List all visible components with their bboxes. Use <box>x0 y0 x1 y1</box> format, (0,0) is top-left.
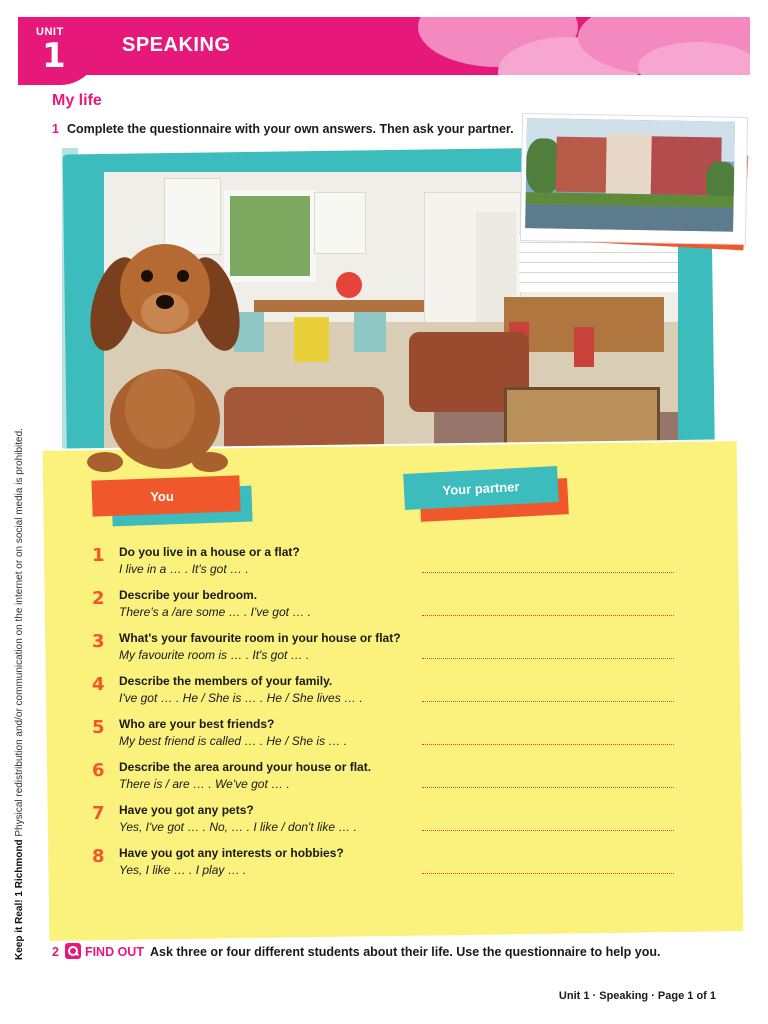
instruction-1-number: 1 <box>52 122 59 136</box>
question-title: Have you got any pets? <box>119 803 254 817</box>
dog-paw-left <box>87 452 123 472</box>
dog-paw-right <box>192 452 228 472</box>
instruction-2 <box>52 943 660 959</box>
dog-image <box>80 234 240 474</box>
question-title: Describe your bedroom. <box>119 588 258 602</box>
question-item <box>92 588 692 628</box>
question-number: 1 <box>92 545 105 566</box>
question-answer-prompt: I live in a … . It's got … . <box>119 562 249 576</box>
houses-photo-image <box>525 118 735 232</box>
question-item <box>92 760 692 800</box>
partner-answer-line[interactable] <box>422 787 674 788</box>
side-notice: Physical redistribution and/or communication on the internet or on social media is prohibited. <box>14 428 25 837</box>
question-title: Who are your best friends? <box>119 717 275 731</box>
coffee-table <box>504 387 660 448</box>
side-brand: Keep it Real! 1 <box>14 891 25 960</box>
chair <box>294 317 329 362</box>
question-title: What's your favourite room in your house or flat? <box>119 631 401 645</box>
houses-photo <box>521 114 747 244</box>
question-answer-prompt: Yes, I like … . I play … . <box>119 863 247 877</box>
instruction-2-number: 2 <box>52 945 59 959</box>
partner-answer-line[interactable] <box>422 701 674 702</box>
question-answer-prompt: My best friend is called … . He / She is … . <box>119 734 348 748</box>
question-answer-prompt: Yes, I've got … . No, … . I like / don't like … . <box>119 820 358 834</box>
page-subtitle: My life <box>52 92 102 109</box>
question-item <box>92 846 692 886</box>
instruction-1-text: Complete the questionnaire with your own answers. Then ask your partner. <box>66 122 514 136</box>
dog-eye-right <box>177 270 189 282</box>
unit-number: 1 <box>42 36 66 76</box>
question-item <box>92 803 692 843</box>
dog-eye-left <box>141 270 153 282</box>
section-title: SPEAKING <box>122 34 231 56</box>
question-number: 5 <box>92 717 105 738</box>
question-title: Describe the members of your family. <box>119 674 333 688</box>
instruction-2-text: Ask three or four different students about their life. Use the questionnaire to help you. <box>149 945 661 959</box>
house <box>556 137 607 193</box>
question-item <box>92 717 692 757</box>
question-item <box>92 674 692 714</box>
dog-nose <box>156 295 174 309</box>
instruction-1 <box>52 122 514 136</box>
partner-answer-line[interactable] <box>422 658 674 659</box>
search-icon <box>65 943 81 959</box>
partner-answer-line[interactable] <box>422 873 674 874</box>
side-copyright <box>14 360 25 960</box>
question-title: Describe the area around your house or flat. <box>119 760 372 774</box>
chair <box>354 312 386 352</box>
house <box>606 134 652 195</box>
bar-stool <box>574 327 594 367</box>
question-item <box>92 631 692 671</box>
unit-label: UNIT <box>36 26 64 38</box>
partner-answer-line[interactable] <box>422 615 674 616</box>
find-out-label: FIND OUT <box>84 945 144 959</box>
page-footer: Unit 1 · Speaking · Page 1 of 1 <box>558 990 716 1002</box>
side-publisher: Richmond <box>14 839 25 889</box>
dining-table <box>254 300 424 312</box>
question-title: Have you got any interests or hobbies? <box>119 846 344 860</box>
partner-answer-line[interactable] <box>422 744 674 745</box>
question-number: 8 <box>92 846 105 867</box>
question-number: 7 <box>92 803 105 824</box>
kitchen-cabinet <box>314 192 366 254</box>
tag-you-label: You <box>150 489 174 504</box>
question-number: 6 <box>92 760 105 781</box>
question-answer-prompt: My favourite room is … . It's got … . <box>119 648 310 662</box>
question-number: 4 <box>92 674 105 695</box>
question-answer-prompt: I've got … . He / She is … . He / She lives … . <box>119 691 363 705</box>
question-title: Do you live in a house or a flat? <box>119 545 300 559</box>
river <box>525 204 733 232</box>
partner-answer-line[interactable] <box>422 830 674 831</box>
question-answer-prompt: There is / are … . We've got … . <box>119 777 290 791</box>
question-number: 3 <box>92 631 105 652</box>
flowers <box>336 272 362 298</box>
tag-partner-label: Your partner <box>442 478 520 499</box>
question-number: 2 <box>92 588 105 609</box>
dog-chest <box>125 369 195 449</box>
question-item <box>92 545 692 585</box>
partner-answer-line[interactable] <box>422 572 674 573</box>
question-answer-prompt: There's a /are some … . I've got … . <box>119 605 311 619</box>
